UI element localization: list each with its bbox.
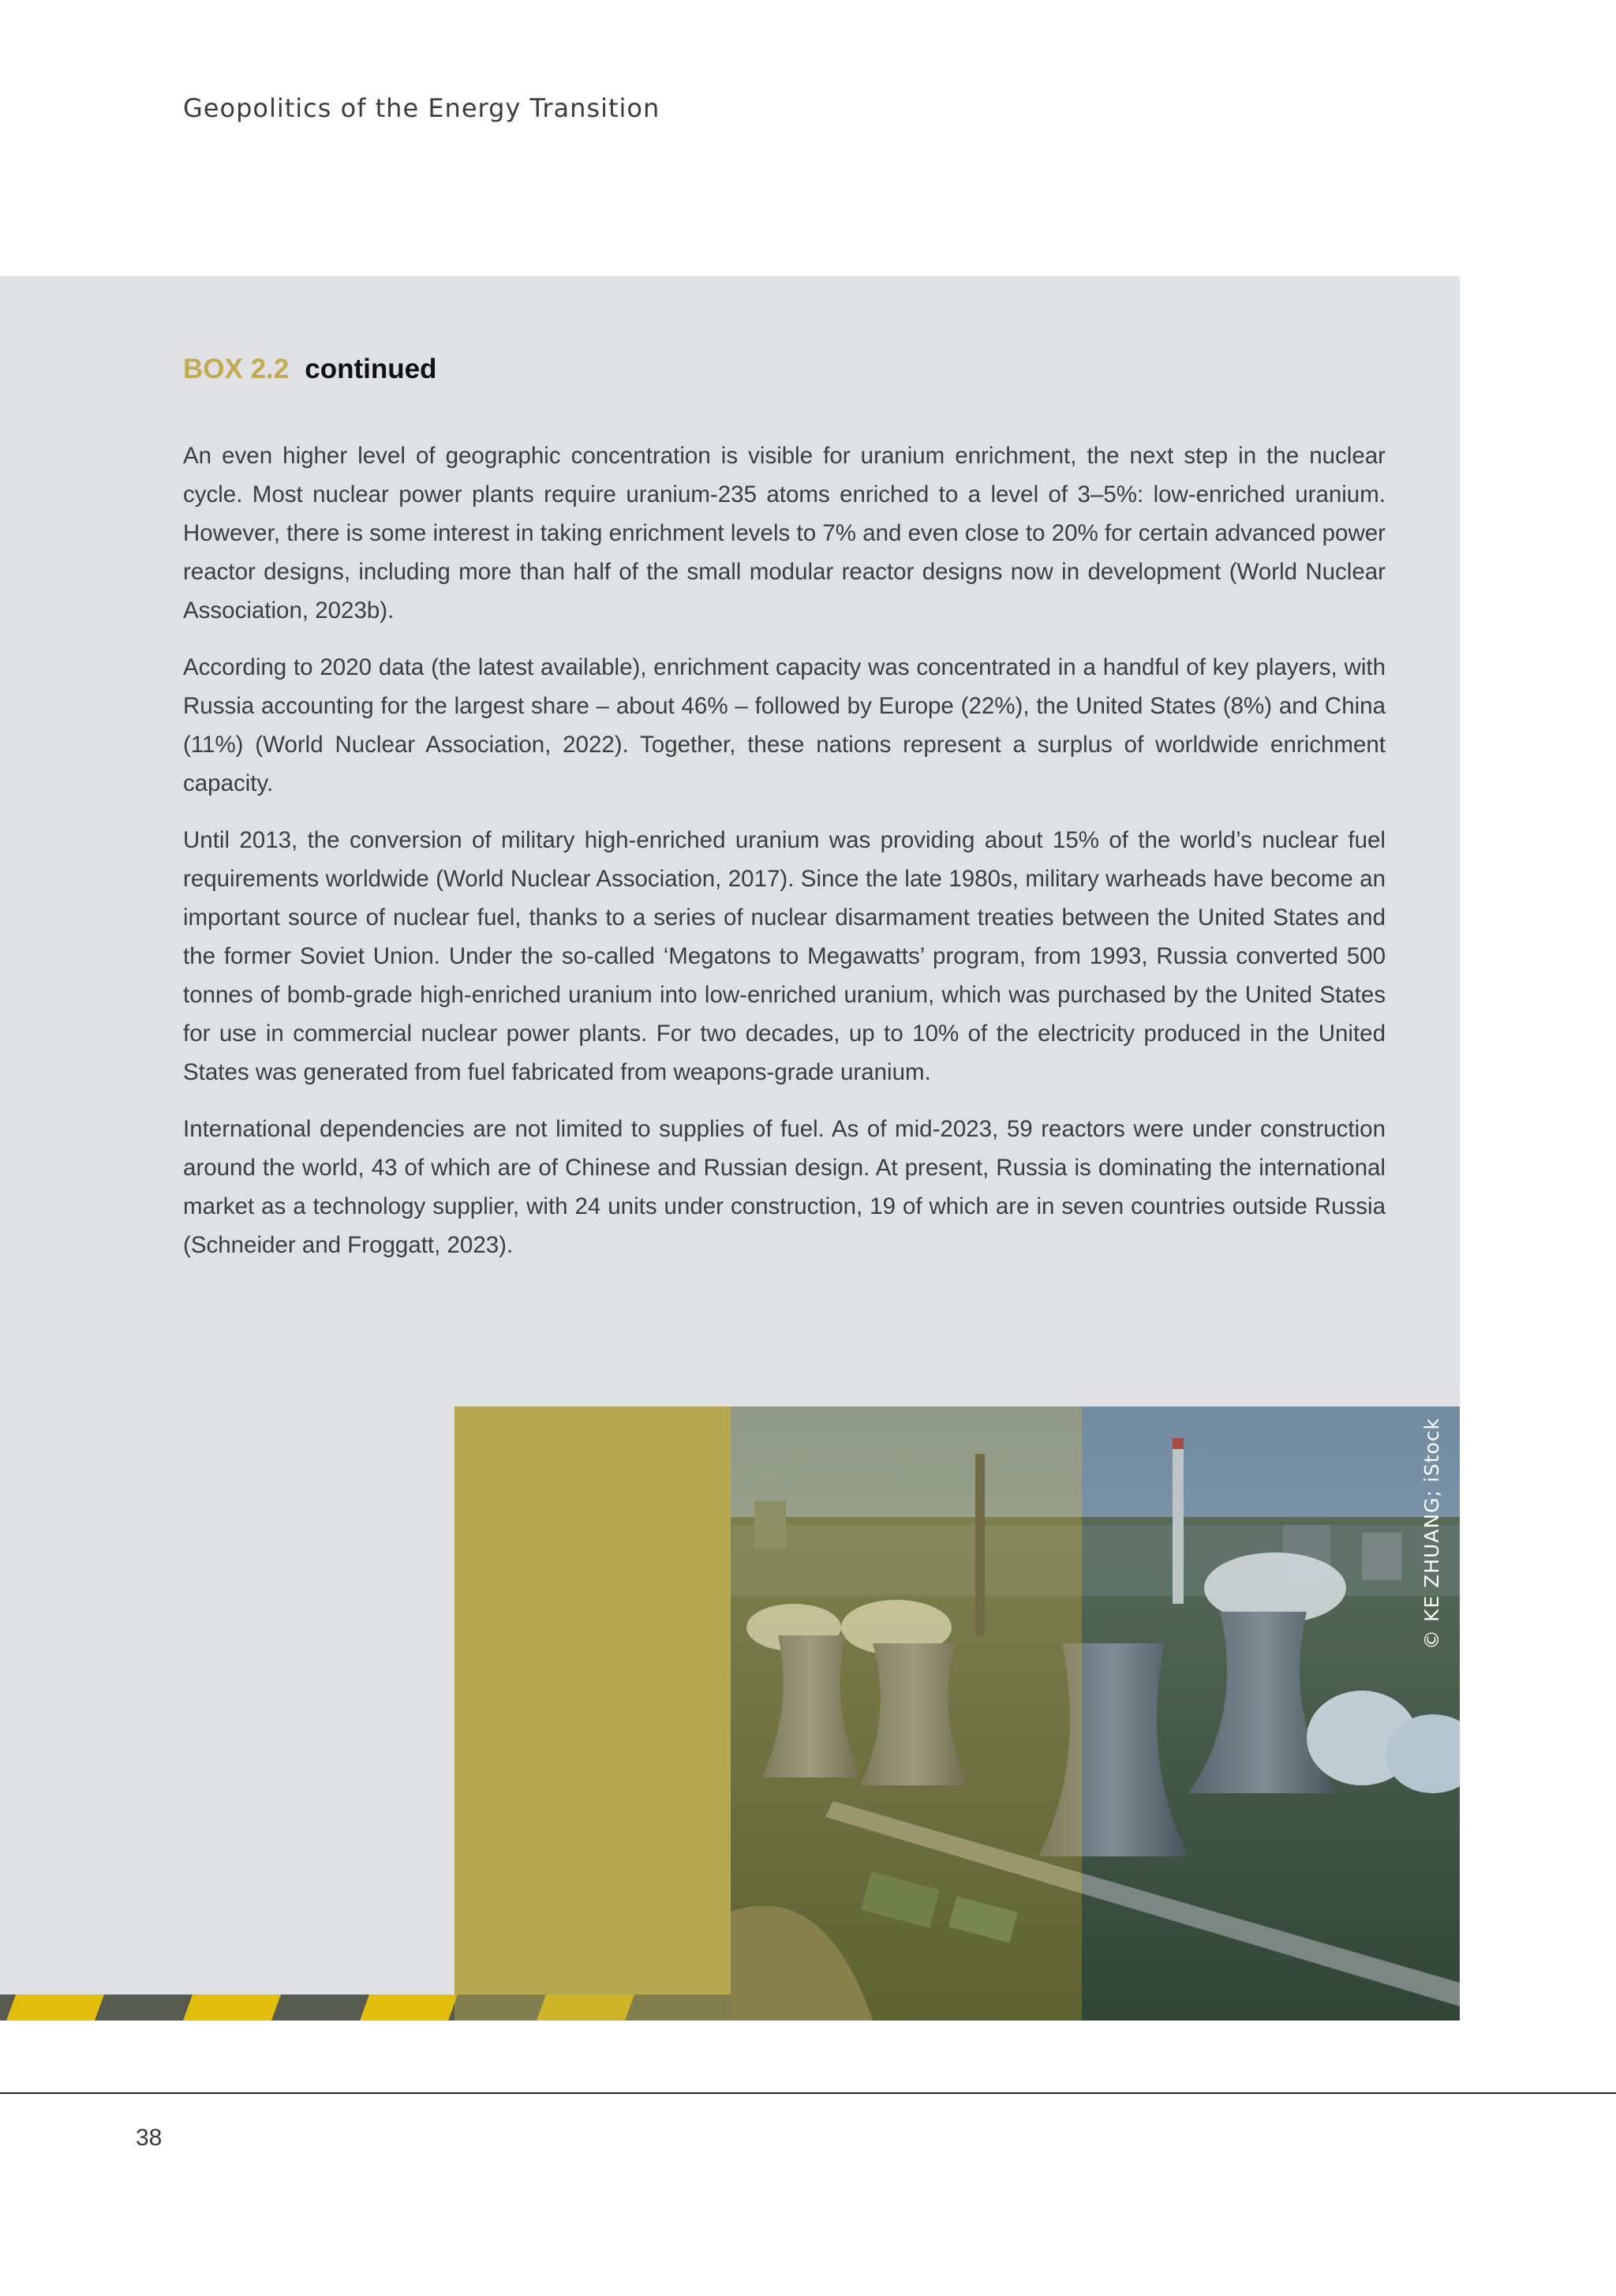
olive-accent-block — [454, 1406, 731, 1997]
page-number: 38 — [136, 2125, 163, 2151]
hazard-stripe-bar — [0, 1994, 731, 2021]
box-label — [183, 354, 436, 385]
box-paragraph-4: International dependencies are not limited to supplies of fuel. As of mid-2023, 59 reactors were under construction around the world, 43 of which are of Chinese and Russian design. At present, Russia is dominating the international market as a technology supplier, with 24 units under construction, 19 of which are in seven countries outside Russia (Schneider and Froggatt, 2023). — [183, 1116, 1386, 1258]
box-paragraph-2: According to 2020 data (the latest available), enrichment capacity was concentrated in a handful of key players, with Russia accounting for the largest share – about 46% – followed by Europe (22%), the United States (8%) and China (11%) (World Nuclear Association, 2022). Together, these nations represent a surplus of worldwide enrichment capacity. — [183, 654, 1386, 796]
box-continued-label: continued — [305, 354, 437, 384]
box-number: BOX 2.2 — [183, 354, 290, 384]
box-body — [183, 436, 1386, 1283]
running-header: Geopolitics of the Energy Transition — [183, 93, 660, 123]
photo-credit: © KE ZHUANG; iStock — [1420, 1418, 1443, 1650]
power-plant-photo — [731, 1406, 1460, 2021]
footer-rule — [0, 2092, 1616, 2094]
cooling-towers-illustration — [731, 1406, 1460, 2021]
box-paragraph-1: An even higher level of geographic concentration is visible for uranium enrichment, the next step in the nuclear cycle. Most nuclear power plants require uranium-235 atoms enriched to a level of 3–5%: low-enriched uranium. However, there is some interest in taking enrichment levels to 7% and even close to 20% for certain advanced power reactor designs, including more than half of the small modular reactor designs now in development (World Nuclear Association, 2023b). — [183, 443, 1386, 624]
box-paragraph-3: Until 2013, the conversion of military high-enriched uranium was providing about 15% of the world’s nuclear fuel requirements worldwide (World Nuclear Association, 2017). Since the late 1980s, military warheads have become an important source of nuclear fuel, thanks to a series of nuclear disarmament treaties between the United States and the former Soviet Union. Under the so-called ‘Megatons to Megawatts’ program, from 1993, Russia converted 500 tonnes of bomb-grade high-enriched uranium into low-enriched uranium, which was purchased by the United States for use in commercial nuclear power plants. For two decades, up to 10% of the electricity produced in the United States was generated from fuel fabricated from weapons-grade uranium. — [183, 827, 1386, 1085]
